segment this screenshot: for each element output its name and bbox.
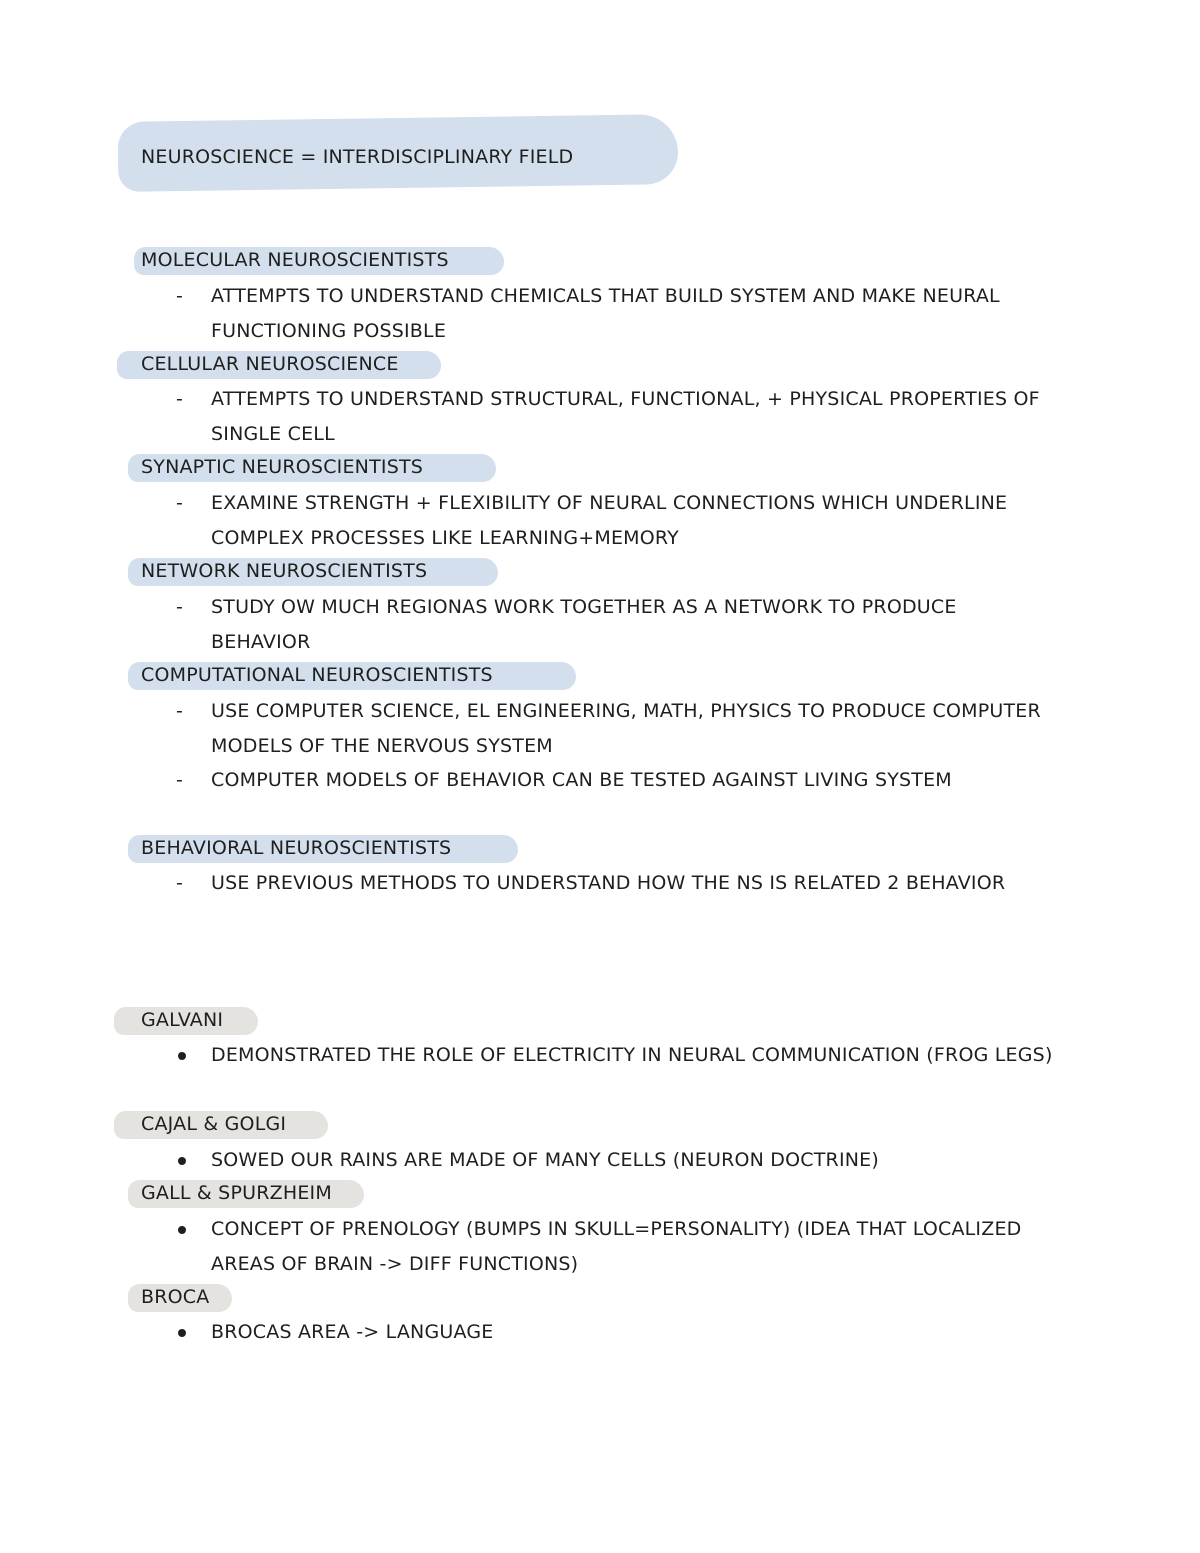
bullet-dot: [178, 1157, 186, 1165]
person-item: DEMONSTRATED THE ROLE OF ELECTRICITY IN NEURAL COMMUNICATION (FROG LEGS): [211, 1044, 1053, 1066]
field-item: USE COMPUTER SCIENCE, EL ENGINEERING, MATH, PHYSICS TO PRODUCE COMPUTER MODELS OF THE NERVOUS SYSTEM: [211, 700, 1041, 757]
person-item: SOWED OUR RAINS ARE MADE OF MANY CELLS (NEURON DOCTRINE): [211, 1149, 879, 1171]
dash-marker: -: [176, 388, 183, 410]
field-item: STUDY OW MUCH REGIONAS WORK TOGETHER AS A NETWORK TO PRODUCE BEHAVIOR: [211, 596, 957, 653]
field-item: ATTEMPTS TO UNDERSTAND CHEMICALS THAT BUILD SYSTEM AND MAKE NEURAL FUNCTIONING POSSIBLE: [211, 285, 1000, 342]
person-item: BROCAS AREA -> LANGUAGE: [211, 1321, 494, 1343]
dash-marker: -: [176, 285, 183, 307]
field-item: USE PREVIOUS METHODS TO UNDERSTAND HOW THE NS IS RELATED 2 BEHAVIOR: [211, 872, 1006, 894]
field-heading-cellular: CELLULAR NEUROSCIENCE: [141, 353, 399, 375]
dash-marker: -: [176, 769, 183, 791]
bullet-dot: [178, 1052, 186, 1060]
field-item: COMPUTER MODELS OF BEHAVIOR CAN BE TESTED AGAINST LIVING SYSTEM: [211, 769, 952, 791]
bullet-dot: [178, 1329, 186, 1337]
person-name-galvani: GALVANI: [141, 1009, 224, 1031]
field-heading-computational: COMPUTATIONAL NEUROSCIENTISTS: [141, 664, 493, 686]
field-item: EXAMINE STRENGTH + FLEXIBILITY OF NEURAL CONNECTIONS WHICH UNDERLINE COMPLEX PROCESSES LIKE LEARNING+MEMORY: [211, 492, 1008, 549]
dash-marker: -: [176, 596, 183, 618]
dash-marker: -: [176, 700, 183, 722]
page-title: NEUROSCIENCE = INTERDISCIPLINARY FIELD: [141, 146, 574, 168]
field-heading-synaptic: SYNAPTIC NEUROSCIENTISTS: [141, 456, 424, 478]
field-heading-network: NETWORK NEUROSCIENTISTS: [141, 560, 428, 582]
field-item: ATTEMPTS TO UNDERSTAND STRUCTURAL, FUNCTIONAL, + PHYSICAL PROPERTIES OF SINGLE CELL: [211, 388, 1040, 445]
bullet-dot: [178, 1226, 186, 1234]
field-heading-behavioral: BEHAVIORAL NEUROSCIENTISTS: [141, 837, 452, 859]
person-item: CONCEPT OF PRENOLOGY (BUMPS IN SKULL=PERSONALITY) (IDEA THAT LOCALIZED AREAS OF BRAIN -> DIFF FUNCTIONS): [211, 1218, 1022, 1275]
dash-marker: -: [176, 492, 183, 514]
dash-marker: -: [176, 872, 183, 894]
person-name-gall-spurzheim: GALL & SPURZHEIM: [141, 1182, 332, 1204]
field-heading-molecular: MOLECULAR NEUROSCIENTISTS: [141, 249, 449, 271]
person-name-cajal-golgi: CAJAL & GOLGI: [141, 1113, 287, 1135]
person-name-broca: BROCA: [141, 1286, 210, 1308]
